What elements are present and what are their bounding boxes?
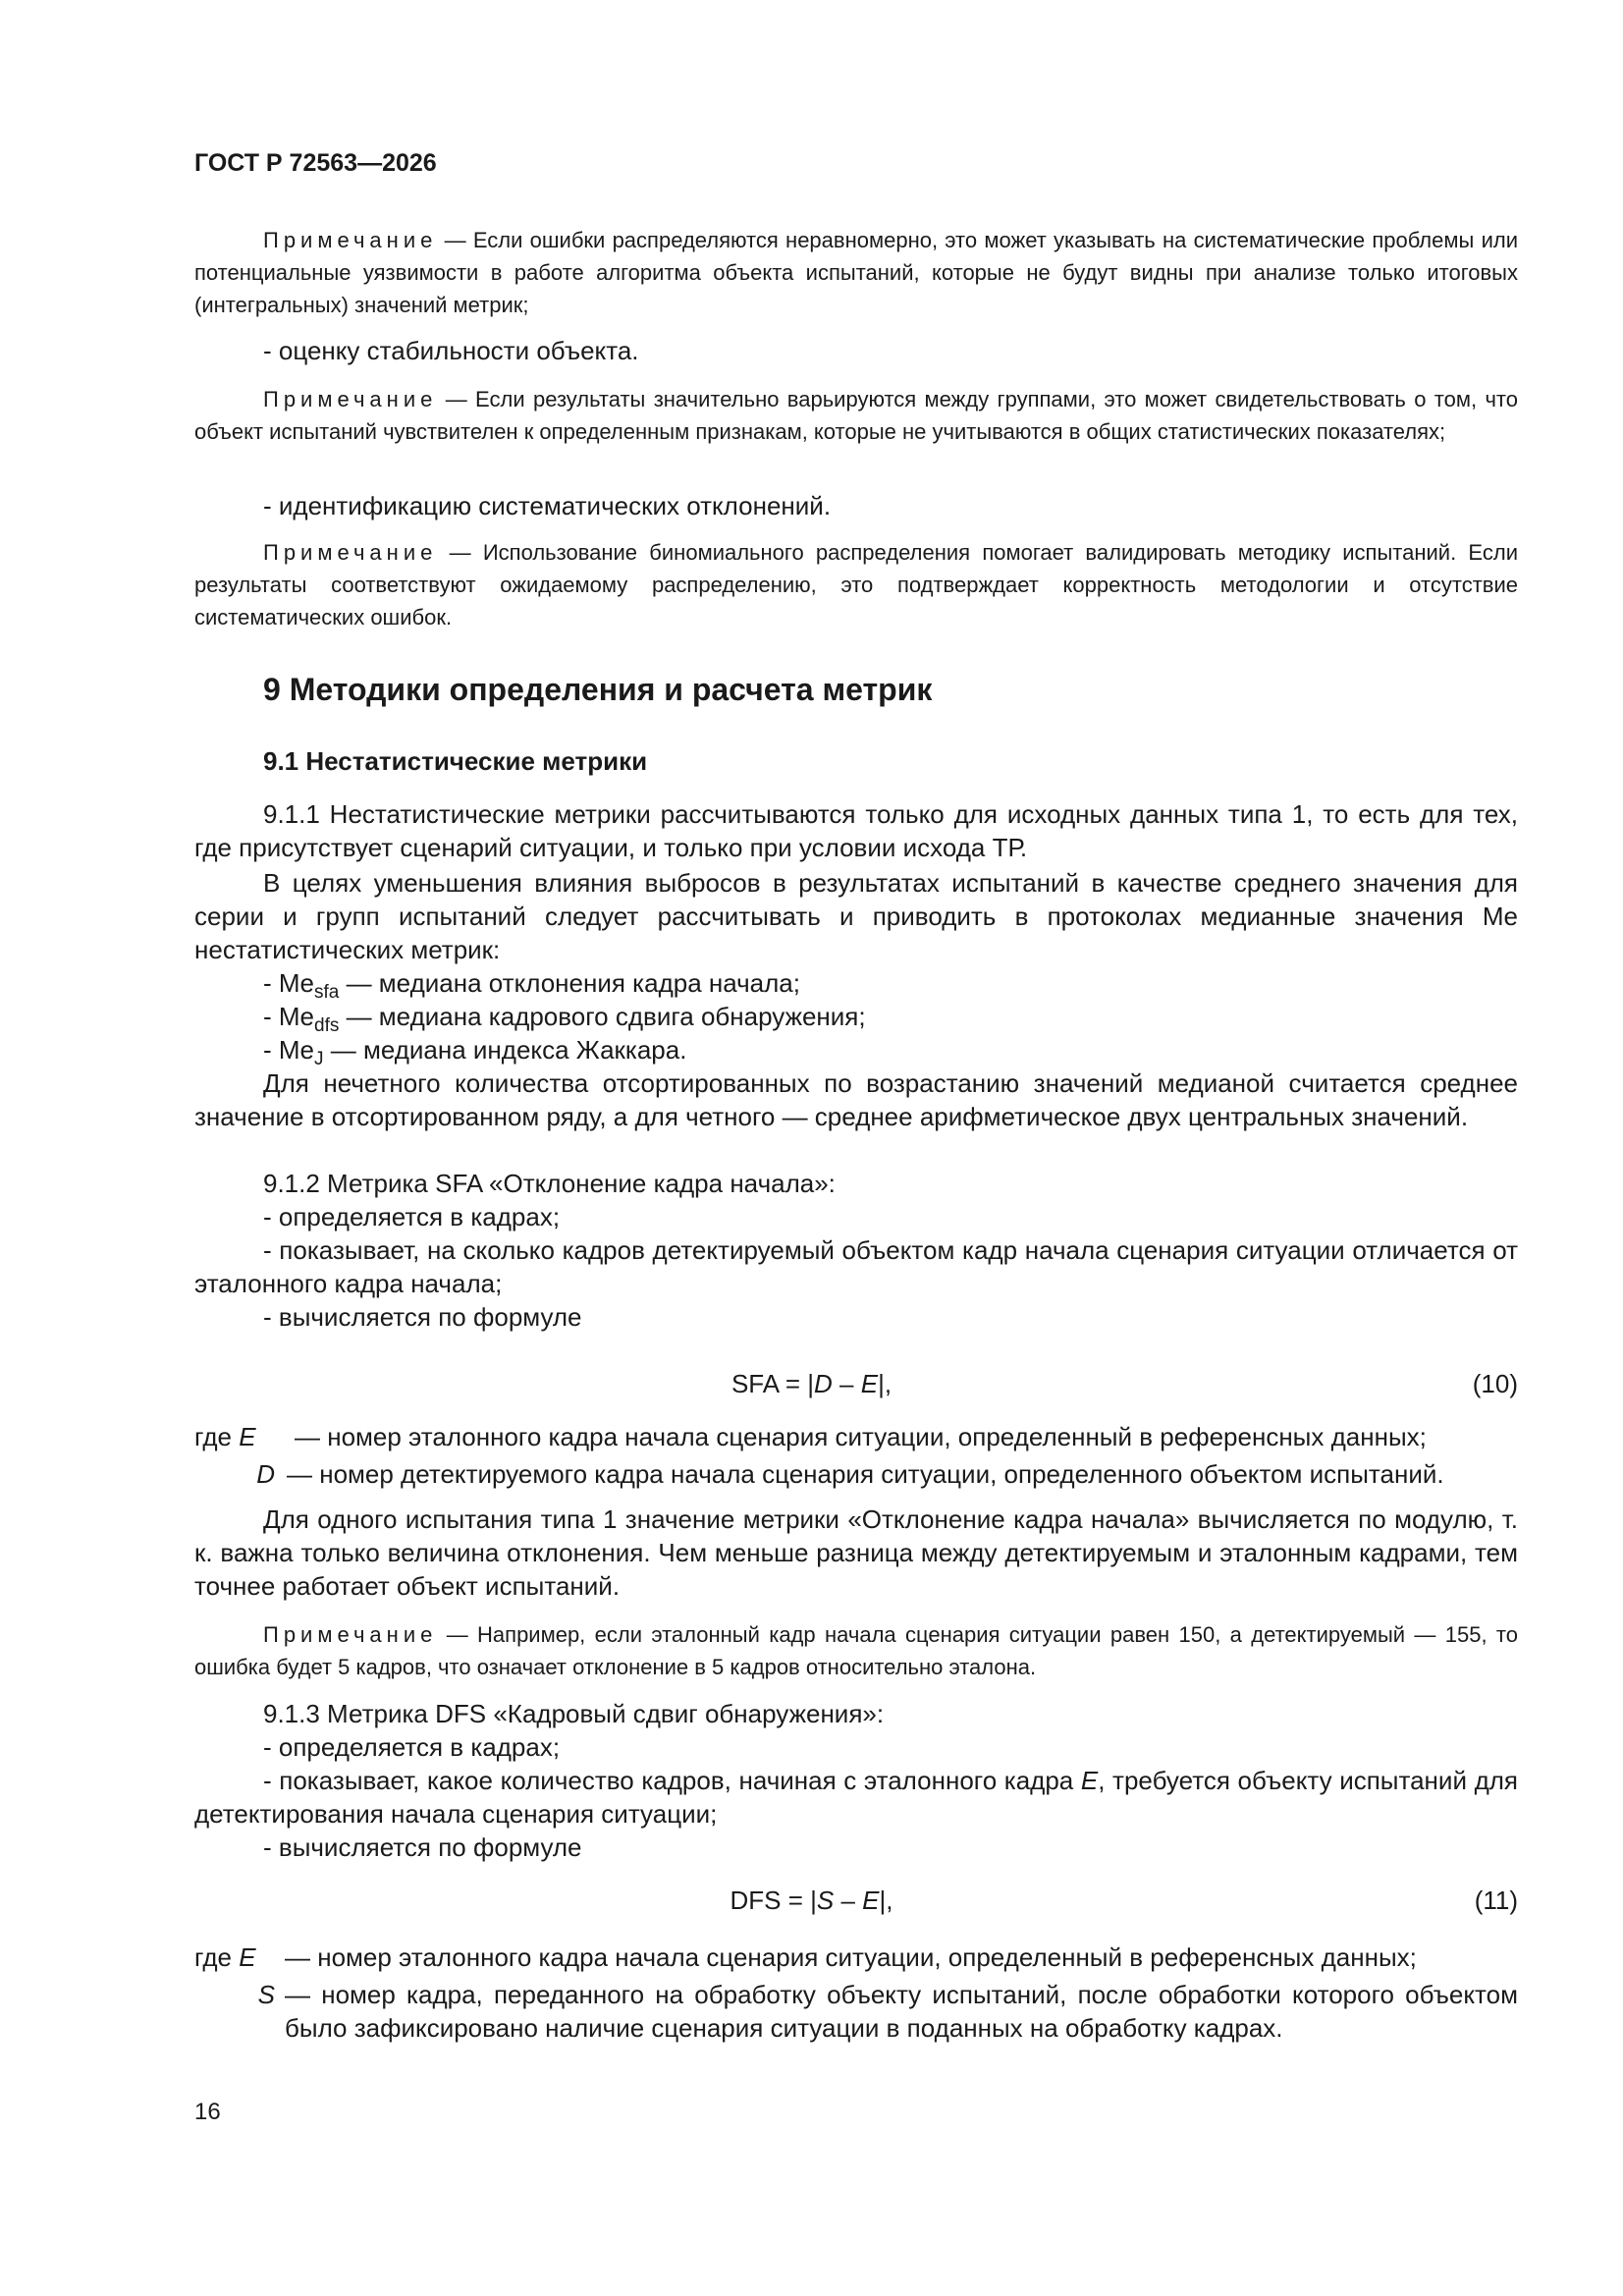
formula-11: DFS = |S – E|,	[730, 1886, 893, 1915]
section-9-heading: 9 Методики определения и расчета метрик	[263, 672, 933, 707]
paragraph-9-1-2: 9.1.2 Метрика SFA «Отклонение кадра начала»:	[263, 1169, 836, 1198]
formula-10-number: (10)	[1472, 1369, 1518, 1398]
note-label: Примечание	[263, 228, 438, 252]
sfa-item-formula: - вычисляется по формуле	[263, 1302, 582, 1332]
note-label: Примечание	[263, 387, 438, 411]
formula-11-number: (11)	[1474, 1886, 1518, 1915]
section-9-1-heading: 9.1 Нестатистические метрики	[263, 746, 648, 776]
note-text: — Если результаты значительно варьируются между группами, это может свидетельствовать о том, что объект испытаний чувствителен к определенным признакам, которые не учитываются в общих статистических показателях;	[194, 387, 1518, 444]
where-block-10: где E — номер эталонного кадра начала сценария ситуации, определенный в референсных данных; D — номер детектируемого кадра начала сценария ситуации, определенного объектом испытаний.	[194, 1422, 1444, 1489]
note-label: Примечание	[263, 1622, 438, 1647]
note-3	[194, 536, 1518, 633]
where-block-11: где E — номер эталонного кадра начала сценария ситуации, определенный в референсных данных; S — номер кадра, переданного на обработку объекту испытаний, после обработки которого объектом было зафиксировано наличие сценария ситуации в поданных на обработку кадрах.	[194, 1942, 1518, 2043]
note-4	[194, 1618, 1518, 1683]
paragraph-odd-even: Для нечетного количества отсортированных по возрастанию значений медианой считается среднее значение в отсортированном ряду, а для четного — среднее арифметическое двух центральных значений.	[194, 1068, 1518, 1131]
note-2	[194, 383, 1518, 448]
formula-10: SFA = |D – E|,	[730, 1369, 893, 1398]
sfa-item-frames: - определяется в кадрах;	[263, 1202, 561, 1231]
sfa-item-shows: - показывает, на сколько кадров детектируемый объектом кадр начала сценария ситуации отличается от эталонного кадра начала;	[194, 1235, 1518, 1298]
paragraph-9-1-3: 9.1.3 Метрика DFS «Кадровый сдвиг обнаружения»:	[263, 1699, 885, 1728]
note-1	[194, 224, 1518, 321]
dfs-item-shows: - показывает, какое количество кадров, начиная с эталонного кадра E, требуется объекту испытаний для детектирования начала сценария ситуации;	[194, 1766, 1518, 1829]
median-sfa-item: - $Me_{sfa}$ — медиана отклонения кадра начала;	[263, 968, 800, 1004]
dfs-item-frames: - определяется в кадрах;	[263, 1732, 561, 1762]
note-text: — Использование биномиального распределения помогает валидировать методику испытаний. Если результаты соответствуют ожидаемому распределению, это подтверждает корректность методологии и отсутствие систематических ошибок.	[194, 540, 1518, 629]
note-text: — Если ошибки распределяются неравномерно, это может указывать на систематические проблемы или потенциальные уязвимости в работе алгоритма объекта испытаний, которые не будут видны при анализе только итоговых (интегральных) значений метрик;	[194, 228, 1518, 317]
paragraph-median: В целях уменьшения влияния выбросов в результатах испытаний в качестве среднего значения для серии и групп испытаний следует рассчитывать и приводить в протоколах медианные значения Me нестатистических метрик:	[194, 868, 1518, 964]
list-item-stability: - оценку стабильности объекта.	[263, 336, 639, 365]
list-item-systematic: - идентификацию систематических отклонений.	[263, 491, 832, 520]
dfs-item-formula: - вычисляется по формуле	[263, 1832, 582, 1862]
note-label: Примечание	[263, 540, 438, 565]
paragraph-one-test: Для одного испытания типа 1 значение метрики «Отклонение кадра начала» вычисляется по модулю, т. к. важна только величина отклонения. Чем меньше разница между детектируемым и эталонным кадрами, тем точнее работает объект испытаний.	[194, 1504, 1518, 1601]
median-dfs-item: - $Me_{dfs}$ — медиана кадрового сдвига обнаружения;	[263, 1002, 866, 1037]
note-text: — Например, если эталонный кадр начала сценария ситуации равен 150, а детектируемый — 155, то ошибка будет 5 кадров, что означает отклонение в 5 кадров относительно эталона.	[194, 1622, 1518, 1679]
document-header: ГОСТ Р 72563—2026	[194, 149, 437, 177]
paragraph-9-1-1: 9.1.1 Нестатистические метрики рассчитываются только для исходных данных типа 1, то есть для тех, где присутствует сценарий ситуации, и только при условии исхода ТР.	[194, 799, 1518, 862]
median-j-item: - $Me_J$ — медиана индекса Жаккара.	[263, 1035, 687, 1070]
page-number: 16	[194, 2099, 221, 2125]
